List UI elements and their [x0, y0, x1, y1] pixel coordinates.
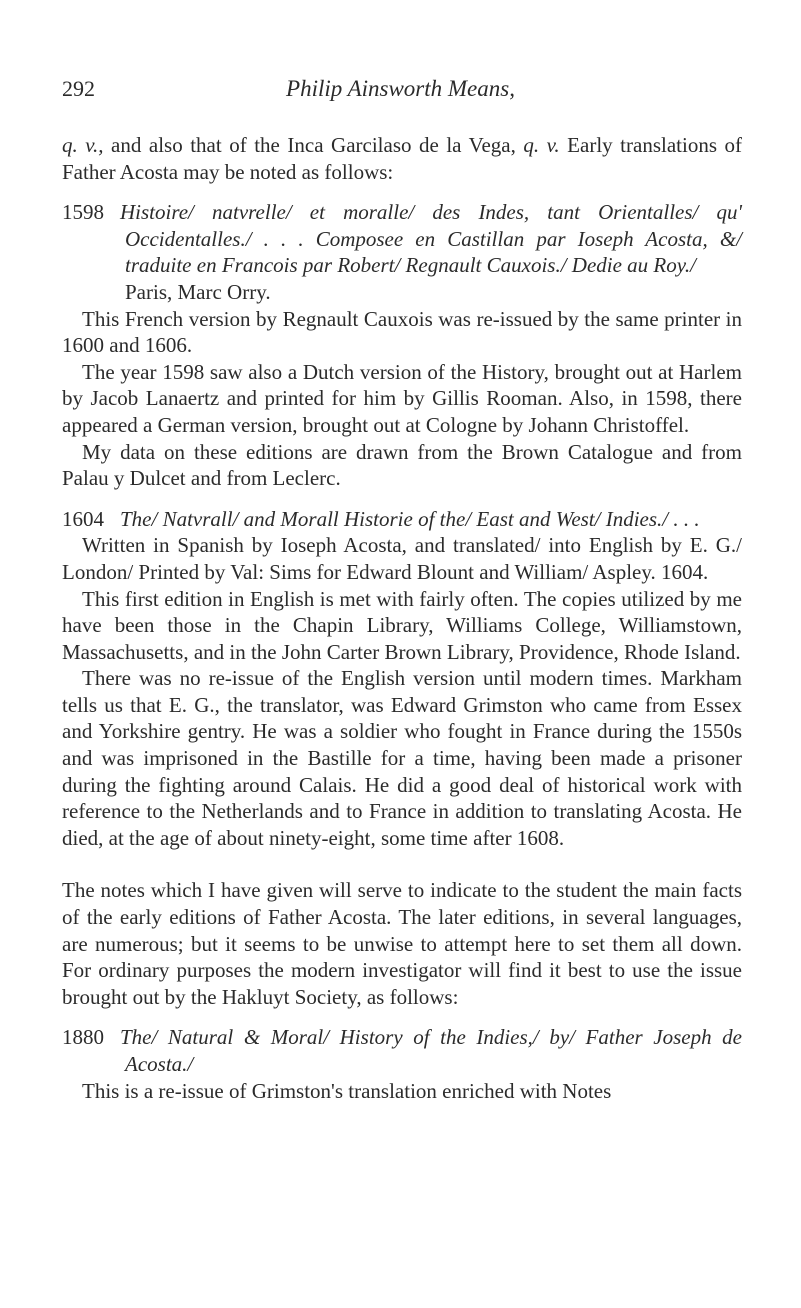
entry-imprint: Paris, Marc Orry. [125, 279, 271, 304]
entry-paragraph: This French version by Regnault Cauxois was re-issued by the same printer in 1600 and 1606. [62, 306, 742, 358]
entry-paragraph: There was no re-issue of the English version until modern times. Markham tells us that E. G., the translator, was Edward Grimston who came from Essex and Yorkshire gentry. He was a soldier who fought in France during the 1550s and was imprisoned in the Bastille for a time, having been made a prisoner during the fighting around Calais. He did a good deal of historical work with reference to the Netherlands and to France in addition to translating Acosta. He died, at the age of about ninety-eight, some time after 1608. [62, 666, 742, 850]
citation-ref: q. v. [523, 133, 560, 157]
page-body [62, 132, 742, 1104]
intro-text: Early translations of Father Acosta may be noted as follows: [62, 133, 742, 184]
entry-year: 1604 [62, 506, 104, 531]
entry-title: The/ Natural & Moral/ History of the Indies,/ by/ Father Joseph de Acosta./ [120, 1025, 742, 1076]
page-header [62, 76, 739, 112]
page-number: 292 [62, 76, 95, 101]
section-gap [62, 851, 742, 877]
entry-paragraph: Written in Spanish by Ioseph Acosta, and translated/ into English by E. G./ London/ Printed by Val: Sims for Edward Blount and William/ Aspley. 1604. [62, 533, 742, 584]
intro-text: and also that of the Inca Garcilaso de la Vega, [103, 133, 524, 157]
entry-year: 1880 [62, 1025, 104, 1050]
running-head: Philip Ainsworth Means, [286, 76, 515, 101]
entry-paragraph: My data on these editions are drawn from the Brown Catalogue and from Palau y Dulcet and from Leclerc. [62, 439, 742, 491]
closing-paragraph: The notes which I have given will serve to indicate to the student the main facts of the early editions of Father Acosta. The later editions, in several languages, are numerous; but it seems to be unwise to attempt here to set them all down. For ordinary purposes the modern investigator will find it best to use the issue brought out by the Hakluyt Society, as follows: [62, 878, 742, 1009]
entry-paragraph: This is a re-issue of Grimston's translation enriched with Notes [82, 1078, 612, 1103]
entry-title: The/ Natvrall/ and Morall Historie of the/ East and West/ Indies./ . . . [120, 506, 700, 531]
bibliography-entry-1598 [62, 199, 742, 279]
entry-year: 1598 [62, 200, 104, 225]
entry-paragraph: This first edition in English is met with fairly often. The copies utilized by me have been those in the Chapin Library, Williams College, Williamstown, Massachusetts, and in the John Carter Brown Library, Providence, Rhode Island. [62, 586, 742, 664]
entry-paragraph: The year 1598 saw also a Dutch version of the History, brought out at Harlem by Jacob Lanaertz and printed for him by Gillis Rooman. Also, in 1598, there appeared a German version, brought out at Cologne by Johann Christoffel. [62, 359, 742, 437]
bibliography-entry-1604 [62, 506, 742, 533]
bibliography-entry-1880 [62, 1024, 742, 1077]
intro-paragraph [62, 132, 742, 185]
entry-title: Histoire/ natvrelle/ et moralle/ des Indes, tant Orientalles/ qu' Occidentalles./ . . . Composee en Castillan par Ioseph Acosta, &/ traduite en Francois par Robert/ Regnault Cauxois./ Dedie au Roy./ [120, 200, 742, 278]
citation-ref: q. v., [62, 133, 104, 157]
